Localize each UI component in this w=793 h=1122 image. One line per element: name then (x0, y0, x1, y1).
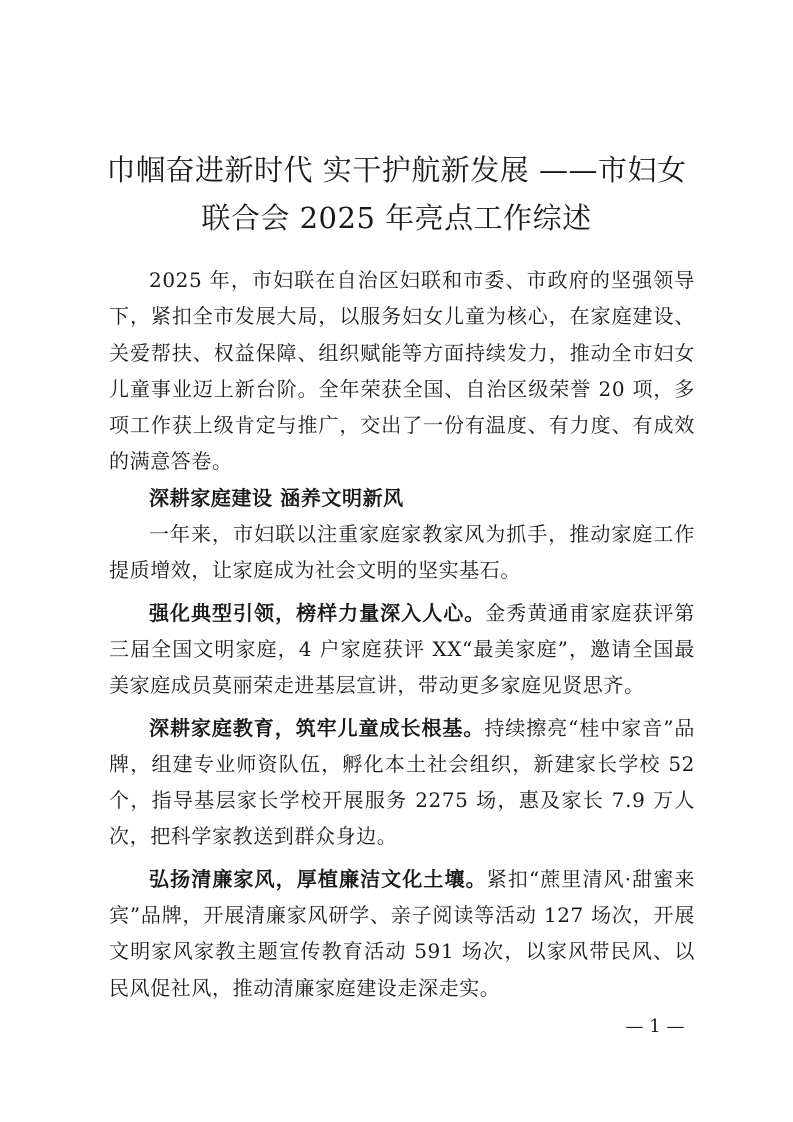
item-lead-1: 强化典型引领，榜样力量深入人心。 (149, 600, 486, 625)
item-text-2: 持续擦亮“桂中家音”品牌，组建专业师资队伍，孵化本土社会组织，新建家长学校 52 个，指导基层家长学校开展服务 2275 场，惠及家长 7.9 万人次，把科学家教送到群众身边。 (109, 715, 695, 849)
title-line-1: 巾帼奋进新时代 实干护航新发展 ——市妇女 (106, 153, 687, 187)
item-paragraph-1 (109, 595, 695, 704)
item-paragraph-2 (109, 710, 695, 855)
section-intro-paragraph: 一年来，市妇联以注重家庭家教家风为抓手，推动家庭工作提质增效，让家庭成为社会文明的坚实基石。 (109, 522, 695, 583)
title-line-2: 联合会 2025 年亮点工作综述 (201, 201, 592, 235)
section-heading: 深耕家庭建设 涵养文明新风 (149, 485, 404, 510)
item-lead-3: 弘扬清廉家风，厚植廉洁文化土壤。 (149, 866, 487, 891)
item-text-3: 紧扣“蔗里清风·甜蜜来宾”品牌，开展清廉家风研学、亲子阅读等活动 127 场次，开展文明家风家教主题宣传教育活动 591 场次，以家风带民风、以民风促社风，推动清廉家庭建设走深走实。 (109, 866, 695, 1000)
page-number: — 1 — (625, 1016, 685, 1037)
item-lead-2: 深耕家庭教育，筑牢儿童成长根基。 (149, 715, 485, 740)
intro-paragraph: 2025 年，市妇联在自治区妇联和市委、市政府的坚强领导下，紧扣全市发展大局，以服务妇女儿童为核心，在家庭建设、关爱帮扶、权益保障、组织赋能等方面持续发力，推动全市妇女儿童事业迈上新台阶。全年荣获全国、自治区级荣誉 20 项，多项工作获上级肯定与推广，交出了一份有温度、有力度、有成效的满意答卷。 (109, 268, 695, 474)
item-text-1: 金秀黄通甫家庭获评第三届全国文明家庭，4 户家庭获评 XX“最美家庭”，邀请全国最美家庭成员莫丽荣走进基层宣讲，带动更多家庭见贤思齐。 (109, 600, 695, 698)
document-body (109, 262, 695, 1006)
document-title (80, 146, 713, 242)
item-paragraph-3 (109, 861, 695, 1006)
